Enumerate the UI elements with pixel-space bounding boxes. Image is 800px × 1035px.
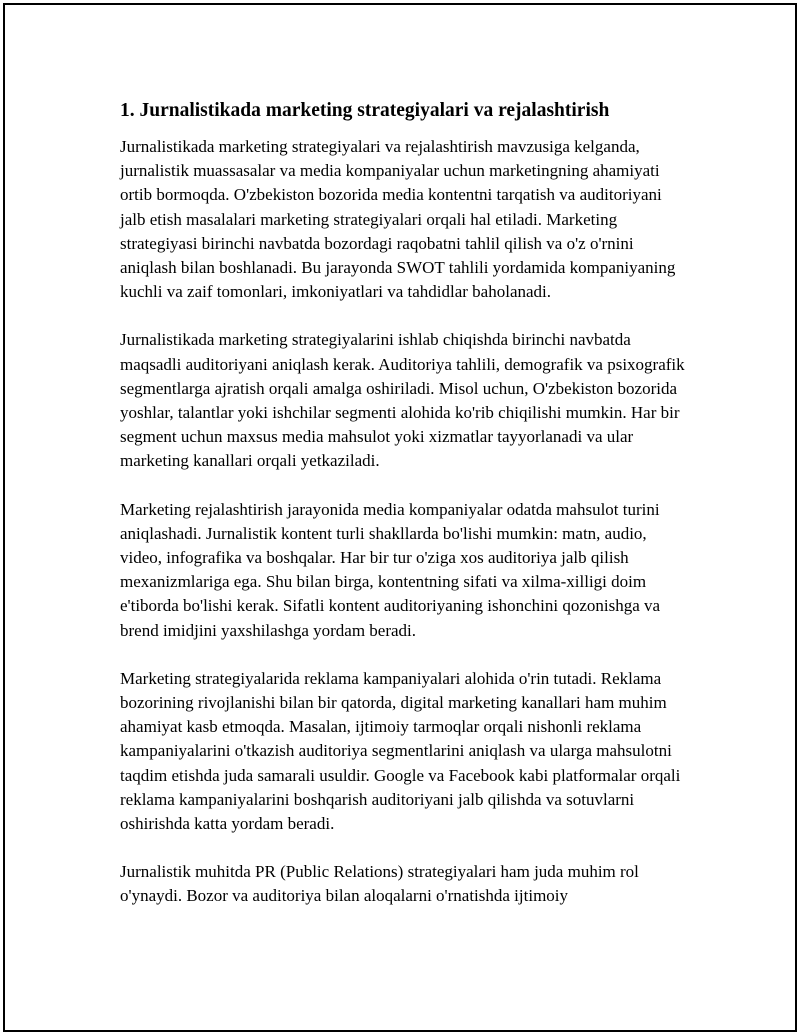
document-page [3, 3, 797, 1032]
paragraph-1: Jurnalistikada marketing strategiyalari va rejalashtirish mavzusiga kelganda, jurnalistik muassasalar va media kompaniyalar uchun marketingning ahamiyati ortib bormoqda. O'zbekiston bozorida media kontentni tarqatish va auditoriyani jalb etish masalalari marketing strategiyalari orqali hal etiladi. Marketing strategiyasi birinchi navbatda bozordagi raqobatni tahlil qilish va o'z o'rnini aniqlash bilan boshlanadi. Bu jarayonda SWOT tahlili yordamida kompaniyaning kuchli va zaif tomonlari, imkoniyatlari va tahdidlar baholanadi. [120, 137, 676, 302]
paragraph-3: Marketing rejalashtirish jarayonida media kompaniyalar odatda mahsulot turini aniqlashadi. Jurnalistik kontent turli shakllarda bo'lishi mumkin: matn, audio, video, infografika va boshqalar. Har bir tur o'ziga xos auditoriya jalb qilish mexanizmlariga ega. Shu bilan birga, kontentning sifati va xilma-xilligi doim e'tiborda bo'lishi kerak. Sifatli kontent auditoriyaning ishonchini qozonishga va brend imidjini yaxshilashga yordam beradi. [120, 499, 661, 640]
section-heading: 1. Jurnalistikada marketing strategiyalari va rejalashtirish [120, 100, 610, 121]
paragraph-5: Jurnalistik muhitda PR (Public Relations) strategiyalari ham juda muhim rol o'ynaydi. Bozor va auditoriya bilan aloqalarni o'rnatishda ijtimoiy [120, 862, 639, 906]
paragraph-4: Marketing strategiyalarida reklama kampaniyalari alohida o'rin tutadi. Reklama bozorining rivojlanishi bilan bir qatorda, digital marketing kanallari ham muhim ahamiyat kasb etmoqda. Masalan, ijtimoiy tarmoqlar orqali nishonli reklama kampaniyalarini o'tkazish auditoriya segmentlarini aniqlash va ularga mahsulotni taqdim etishda juda samarali usuldir. Google va Facebook kabi platformalar orqali reklama kampaniyalarini boshqarish auditoriyani jalb qilishda va sotuvlarni oshirishda katta yordam beradi. [120, 668, 681, 834]
document-body [120, 97, 690, 933]
paragraph-2: Jurnalistikada marketing strategiyalarini ishlab chiqishda birinchi navbatda maqsadli auditoriyani aniqlash kerak. Auditoriya tahlili, demografik va psixografik segmentlarga ajratish orqali amalga oshiriladi. Misol uchun, O'zbekiston bozorida yoshlar, talantlar yoki ishchilar segmenti alohida ko'rib chiqilishi mumkin. Har bir segment uchun maxsus media mahsulot yoki xizmatlar tayyorlanadi va ular marketing kanallari orqali yetkaziladi. [120, 330, 685, 471]
